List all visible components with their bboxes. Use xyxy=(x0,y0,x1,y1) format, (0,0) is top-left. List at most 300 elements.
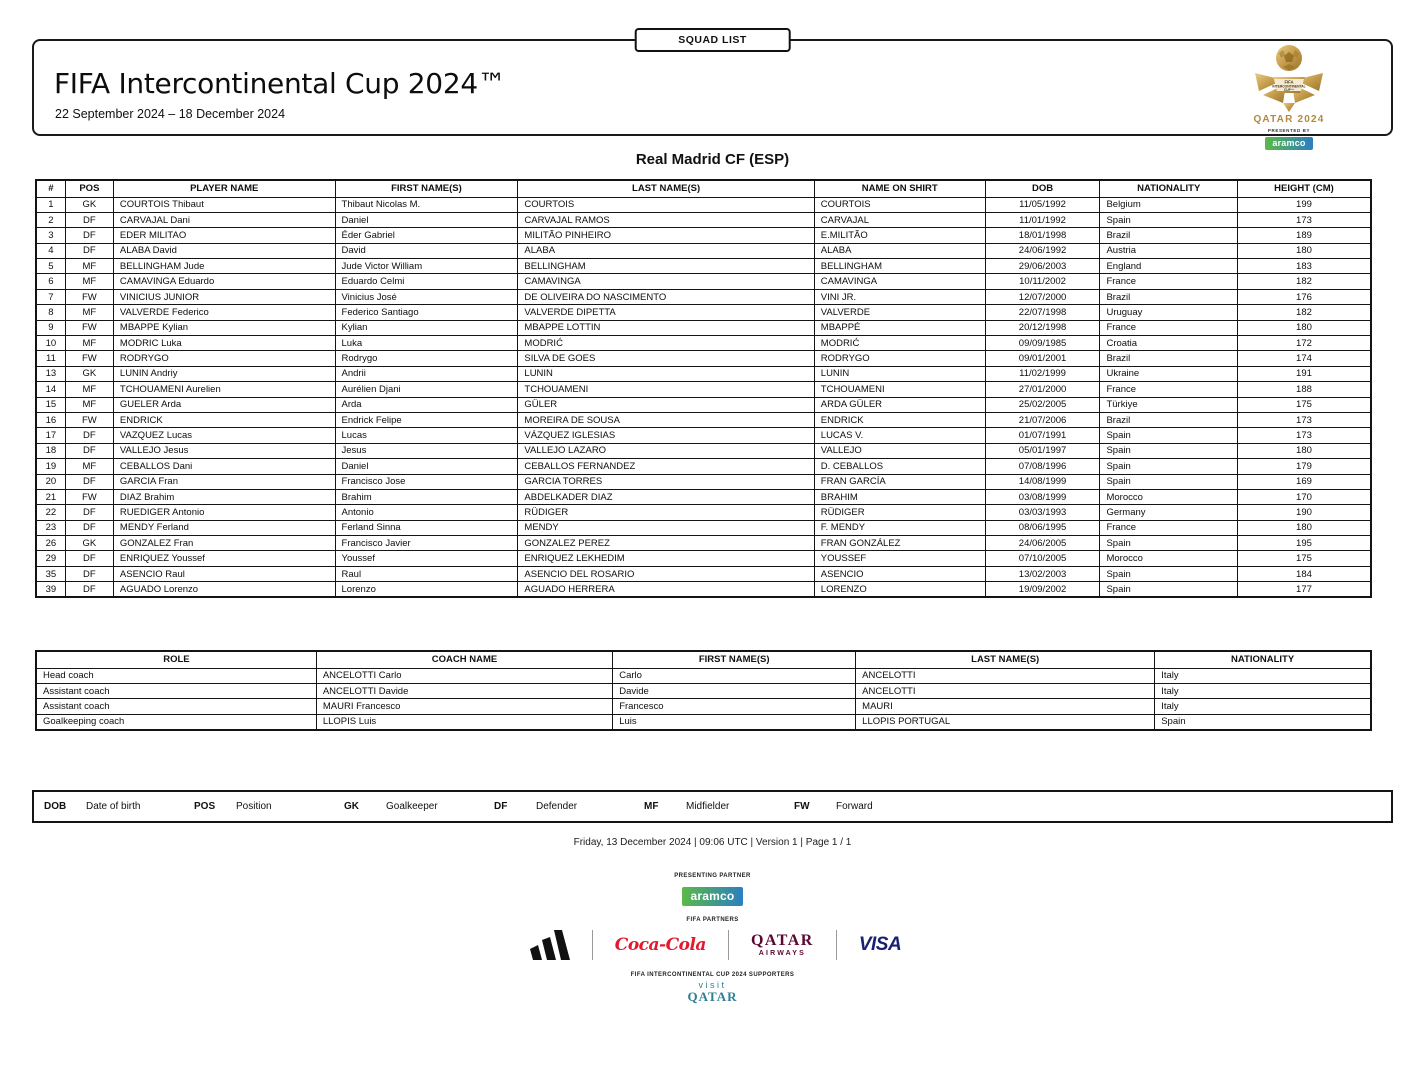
qatar-airways-wordmark: QATAR xyxy=(750,932,814,949)
table-cell: England xyxy=(1100,259,1238,274)
table-cell: VALLEJO LAZARO xyxy=(518,443,814,458)
player-row xyxy=(36,474,1371,489)
table-cell: DF xyxy=(65,228,113,243)
table-cell: MF xyxy=(65,274,113,289)
table-cell: 4 xyxy=(36,243,65,258)
table-cell: Austria xyxy=(1100,243,1238,258)
table-cell: AGUADO HERRERA xyxy=(518,582,814,597)
table-cell: GÜLER xyxy=(518,397,814,412)
table-cell: 18/01/1998 xyxy=(985,228,1100,243)
table-cell: GK xyxy=(65,536,113,551)
player-row xyxy=(36,336,1371,351)
table-cell: VALVERDE xyxy=(814,305,985,320)
table-cell: YOUSSEF xyxy=(814,551,985,566)
table-cell: 189 xyxy=(1237,228,1371,243)
table-cell: CARVAJAL xyxy=(814,212,985,227)
table-cell: LLOPIS PORTUGAL xyxy=(856,714,1155,729)
table-cell: Jude Victor William xyxy=(335,259,518,274)
table-cell: Brazil xyxy=(1100,351,1238,366)
table-cell: 1 xyxy=(36,197,65,212)
table-cell: GK xyxy=(65,366,113,381)
table-cell: 19 xyxy=(36,459,65,474)
table-cell: Vinicius José xyxy=(335,289,518,304)
table-cell: FW xyxy=(65,412,113,427)
table-cell: 09/01/2001 xyxy=(985,351,1100,366)
player-row xyxy=(36,459,1371,474)
player-row xyxy=(36,551,1371,566)
table-cell: LUCAS V. xyxy=(814,428,985,443)
table-cell: 175 xyxy=(1237,397,1371,412)
table-cell: F. MENDY xyxy=(814,520,985,535)
table-cell: Thibaut Nicolas M. xyxy=(335,197,518,212)
table-cell: LUNIN xyxy=(814,366,985,381)
table-cell: FRAN GARCÍA xyxy=(814,474,985,489)
players-table-header-row xyxy=(36,180,1371,197)
table-cell: 39 xyxy=(36,582,65,597)
table-cell: 10/11/2002 xyxy=(985,274,1100,289)
legend-abbreviation: GK xyxy=(344,801,359,812)
table-cell: 27/01/2000 xyxy=(985,382,1100,397)
legend-definition: Midfielder xyxy=(686,801,730,812)
table-cell: DF xyxy=(65,520,113,535)
column-header: # xyxy=(36,180,65,197)
player-row xyxy=(36,536,1371,551)
table-cell: 29/06/2003 xyxy=(985,259,1100,274)
table-cell: Raul xyxy=(335,566,518,581)
table-cell: 174 xyxy=(1237,351,1371,366)
supporters-label: FIFA INTERCONTINENTAL CUP 2024 SUPPORTERS xyxy=(630,972,795,978)
coach-row xyxy=(36,683,1371,698)
table-cell: 199 xyxy=(1237,197,1371,212)
table-cell: MF xyxy=(65,382,113,397)
aramco-logo-small: aramco xyxy=(1265,137,1312,150)
table-cell: 177 xyxy=(1237,582,1371,597)
table-cell: GARCIA Fran xyxy=(113,474,335,489)
table-cell: Arda xyxy=(335,397,518,412)
table-cell: 180 xyxy=(1237,320,1371,335)
table-cell: 03/08/1999 xyxy=(985,489,1100,504)
partners-footer xyxy=(0,864,1425,1003)
table-cell: DF xyxy=(65,474,113,489)
legend-item xyxy=(194,801,344,812)
column-header: PLAYER NAME xyxy=(113,180,335,197)
table-cell: COURTOIS xyxy=(518,197,814,212)
table-cell: 195 xyxy=(1237,536,1371,551)
svg-text:CUP™: CUP™ xyxy=(1283,88,1295,93)
legend-definition: Defender xyxy=(536,801,578,812)
svg-text:FIFA: FIFA xyxy=(1284,79,1294,85)
table-cell: ANCELOTTI xyxy=(856,668,1155,683)
legend-abbreviation: DF xyxy=(494,801,508,812)
squad-list-tab-label: SQUAD LIST xyxy=(678,34,747,46)
table-cell: Spain xyxy=(1100,474,1238,489)
table-cell: 25/02/2005 xyxy=(985,397,1100,412)
table-cell: Davide xyxy=(613,683,856,698)
table-cell: 13/02/2003 xyxy=(985,566,1100,581)
table-cell: DE OLIVEIRA DO NASCIMENTO xyxy=(518,289,814,304)
table-cell: 07/08/1996 xyxy=(985,459,1100,474)
table-cell: FW xyxy=(65,289,113,304)
document-meta-line: Friday, 13 December 2024 | 09:06 UTC | Version 1 | Page 1 / 1 xyxy=(573,837,852,848)
table-cell: 12/07/2000 xyxy=(985,289,1100,304)
table-cell: 2 xyxy=(36,212,65,227)
table-cell: 22/07/1998 xyxy=(985,305,1100,320)
table-cell: FW xyxy=(65,320,113,335)
players-table xyxy=(35,179,1372,598)
table-cell: GARCIA TORRES xyxy=(518,474,814,489)
table-cell: CEBALLOS Dani xyxy=(113,459,335,474)
table-cell: 170 xyxy=(1237,489,1371,504)
table-cell: VINICIUS JUNIOR xyxy=(113,289,335,304)
player-row xyxy=(36,212,1371,227)
visit-qatar-logo xyxy=(0,981,1425,1003)
table-cell: MBAPPÉ xyxy=(814,320,985,335)
table-cell: 01/07/1991 xyxy=(985,428,1100,443)
table-cell: VALLEJO Jesus xyxy=(113,443,335,458)
table-cell: RÜDIGER xyxy=(814,505,985,520)
table-cell: Assistant coach xyxy=(36,683,316,698)
table-cell: 11/02/1999 xyxy=(985,366,1100,381)
event-name: QATAR 2024 xyxy=(1253,114,1325,125)
legend-definition: Date of birth xyxy=(86,801,141,812)
table-cell: DF xyxy=(65,505,113,520)
table-cell: DF xyxy=(65,551,113,566)
table-cell: David xyxy=(335,243,518,258)
table-cell: 17 xyxy=(36,428,65,443)
player-row xyxy=(36,443,1371,458)
table-cell: Croatia xyxy=(1100,336,1238,351)
player-row xyxy=(36,489,1371,504)
table-cell: 180 xyxy=(1237,520,1371,535)
presented-by-label: PRESENTED BY xyxy=(1267,128,1311,133)
table-cell: Youssef xyxy=(335,551,518,566)
table-cell: ASENCIO Raul xyxy=(113,566,335,581)
player-row xyxy=(36,228,1371,243)
table-cell: 20/12/1998 xyxy=(985,320,1100,335)
table-cell: Federico Santiago xyxy=(335,305,518,320)
legend-item xyxy=(44,801,194,812)
table-cell: 6 xyxy=(36,274,65,289)
table-cell: CAMAVINGA xyxy=(814,274,985,289)
table-cell: MF xyxy=(65,397,113,412)
table-cell: MODRIC Luka xyxy=(113,336,335,351)
table-cell: Spain xyxy=(1100,566,1238,581)
table-cell: ALABA xyxy=(518,243,814,258)
table-cell: France xyxy=(1100,520,1238,535)
legend-definition: Goalkeeper xyxy=(386,801,438,812)
table-cell: Daniel xyxy=(335,459,518,474)
table-cell: Francisco Jose xyxy=(335,474,518,489)
table-cell: RODRYGO xyxy=(814,351,985,366)
table-cell: ANCELOTTI Davide xyxy=(316,683,612,698)
table-cell: VÁZQUEZ IGLESIAS xyxy=(518,428,814,443)
table-cell: 24/06/2005 xyxy=(985,536,1100,551)
table-cell: Antonio xyxy=(335,505,518,520)
table-cell: 173 xyxy=(1237,412,1371,427)
table-cell: CARVAJAL RAMOS xyxy=(518,212,814,227)
table-cell: Brazil xyxy=(1100,412,1238,427)
table-cell: 183 xyxy=(1237,259,1371,274)
table-cell: Spain xyxy=(1100,459,1238,474)
table-cell: MILITÃO PINHEIRO xyxy=(518,228,814,243)
table-cell: VINI JR. xyxy=(814,289,985,304)
table-cell: Italy xyxy=(1155,668,1371,683)
table-cell: 182 xyxy=(1237,305,1371,320)
table-cell: 14 xyxy=(36,382,65,397)
table-cell: 10 xyxy=(36,336,65,351)
table-cell: ALABA David xyxy=(113,243,335,258)
table-cell: Spain xyxy=(1100,582,1238,597)
coaches-table xyxy=(35,650,1372,731)
table-cell: CAMAVINGA xyxy=(518,274,814,289)
table-cell: 8 xyxy=(36,305,65,320)
qatar-airways-subtext: AIRWAYS xyxy=(758,950,807,957)
table-cell: 188 xyxy=(1237,382,1371,397)
legend-item xyxy=(344,801,494,812)
table-cell: LORENZO xyxy=(814,582,985,597)
table-cell: 26 xyxy=(36,536,65,551)
table-cell: 22 xyxy=(36,505,65,520)
coach-row xyxy=(36,714,1371,729)
adidas-logo-icon xyxy=(502,930,592,960)
table-cell: 13 xyxy=(36,366,65,381)
table-cell: SILVA DE GOES xyxy=(518,351,814,366)
player-row xyxy=(36,582,1371,597)
table-cell: 09/09/1985 xyxy=(985,336,1100,351)
table-cell: LUNIN xyxy=(518,366,814,381)
table-cell: ANCELOTTI xyxy=(856,683,1155,698)
player-row xyxy=(36,305,1371,320)
fifa-partners-logo-row xyxy=(0,927,1425,963)
table-cell: 21 xyxy=(36,489,65,504)
player-row xyxy=(36,366,1371,381)
table-cell: France xyxy=(1100,320,1238,335)
table-cell: ENRIQUEZ Youssef xyxy=(113,551,335,566)
table-cell: TCHOUAMENI xyxy=(814,382,985,397)
table-cell: Carlo xyxy=(613,668,856,683)
table-cell: MF xyxy=(65,305,113,320)
table-cell: 172 xyxy=(1237,336,1371,351)
coach-row xyxy=(36,699,1371,714)
table-cell: BRAHIM xyxy=(814,489,985,504)
table-cell: Ferland Sinna xyxy=(335,520,518,535)
player-row xyxy=(36,397,1371,412)
table-cell: 5 xyxy=(36,259,65,274)
table-cell: Lorenzo xyxy=(335,582,518,597)
table-cell: MF xyxy=(65,459,113,474)
team-title: Real Madrid CF (ESP) xyxy=(635,151,790,168)
table-cell: GONZALEZ Fran xyxy=(113,536,335,551)
fifa-partners-label: FIFA PARTNERS xyxy=(686,917,739,923)
table-cell: Francesco xyxy=(613,699,856,714)
table-cell: Spain xyxy=(1155,714,1371,729)
tournament-logo xyxy=(1239,43,1339,151)
svg-text:INTERCONTINENTAL: INTERCONTINENTAL xyxy=(1272,84,1306,89)
table-cell: CARVAJAL Dani xyxy=(113,212,335,227)
player-row xyxy=(36,259,1371,274)
abbreviations-legend xyxy=(32,790,1393,823)
table-cell: MODRIĆ xyxy=(518,336,814,351)
table-cell: 175 xyxy=(1237,551,1371,566)
player-row xyxy=(36,197,1371,212)
table-cell: Kylian xyxy=(335,320,518,335)
table-cell: Germany xyxy=(1100,505,1238,520)
table-cell: 29 xyxy=(36,551,65,566)
player-row xyxy=(36,243,1371,258)
column-header: HEIGHT (CM) xyxy=(1237,180,1371,197)
table-cell: Italy xyxy=(1155,699,1371,714)
table-cell: 11/01/1992 xyxy=(985,212,1100,227)
table-cell: FRAN GONZÁLEZ xyxy=(814,536,985,551)
table-cell: ARDA GÜLER xyxy=(814,397,985,412)
table-cell: BELLINGHAM xyxy=(814,259,985,274)
player-row xyxy=(36,505,1371,520)
aramco-logo: aramco xyxy=(682,887,744,906)
legend-abbreviation: POS xyxy=(194,801,216,812)
coach-row xyxy=(36,668,1371,683)
table-cell: ANCELOTTI Carlo xyxy=(316,668,612,683)
table-cell: Daniel xyxy=(335,212,518,227)
table-cell: 180 xyxy=(1237,243,1371,258)
table-cell: EDER MILITAO xyxy=(113,228,335,243)
column-header: FIRST NAME(S) xyxy=(613,651,856,668)
table-cell: MBAPPE Kylian xyxy=(113,320,335,335)
column-header: NATIONALITY xyxy=(1100,180,1238,197)
table-cell: Belgium xyxy=(1100,197,1238,212)
table-cell: 03/03/1993 xyxy=(985,505,1100,520)
legend-abbreviation: FW xyxy=(794,801,810,812)
table-cell: MAURI xyxy=(856,699,1155,714)
table-cell: MENDY xyxy=(518,520,814,535)
table-cell: 182 xyxy=(1237,274,1371,289)
table-cell: E.MILITÃO xyxy=(814,228,985,243)
table-cell: Türkiye xyxy=(1100,397,1238,412)
player-row xyxy=(36,351,1371,366)
page-title: FIFA Intercontinental Cup 2024™ xyxy=(54,67,506,100)
table-cell: Aurélien Djani xyxy=(335,382,518,397)
table-cell: 07/10/2005 xyxy=(985,551,1100,566)
table-cell: RODRYGO xyxy=(113,351,335,366)
table-cell: Spain xyxy=(1100,443,1238,458)
table-cell: DF xyxy=(65,443,113,458)
table-cell: VAZQUEZ Lucas xyxy=(113,428,335,443)
table-cell: FW xyxy=(65,351,113,366)
table-cell: 173 xyxy=(1237,212,1371,227)
table-cell: 184 xyxy=(1237,566,1371,581)
table-cell: MBAPPE LOTTIN xyxy=(518,320,814,335)
table-cell: ENDRICK xyxy=(814,412,985,427)
table-cell: Uruguay xyxy=(1100,305,1238,320)
table-cell: ASENCIO DEL ROSARIO xyxy=(518,566,814,581)
table-cell: D. CEBALLOS xyxy=(814,459,985,474)
table-cell: 20 xyxy=(36,474,65,489)
table-cell: CAMAVINGA Eduardo xyxy=(113,274,335,289)
table-cell: Luis xyxy=(613,714,856,729)
table-cell: RÜDIGER xyxy=(518,505,814,520)
table-cell: MODRIĆ xyxy=(814,336,985,351)
legend-abbreviation: MF xyxy=(644,801,659,812)
player-row xyxy=(36,320,1371,335)
table-cell: VALVERDE Federico xyxy=(113,305,335,320)
table-cell: VALLEJO xyxy=(814,443,985,458)
visit-qatar-bottom: QATAR xyxy=(687,989,738,1004)
table-cell: 3 xyxy=(36,228,65,243)
table-cell: 08/06/1995 xyxy=(985,520,1100,535)
table-cell: France xyxy=(1100,274,1238,289)
tournament-emblem-icon xyxy=(1253,43,1325,113)
qatar-airways-logo xyxy=(729,933,836,957)
table-cell: Morocco xyxy=(1100,489,1238,504)
table-cell: Jesus xyxy=(335,443,518,458)
table-cell: Italy xyxy=(1155,683,1371,698)
table-cell: Endrick Felipe xyxy=(335,412,518,427)
column-header: LAST NAME(S) xyxy=(518,180,814,197)
legend-abbreviation: DOB xyxy=(44,801,67,812)
column-header: LAST NAME(S) xyxy=(856,651,1155,668)
table-cell: DF xyxy=(65,428,113,443)
table-cell: LLOPIS Luis xyxy=(316,714,612,729)
player-row xyxy=(36,566,1371,581)
table-cell: Lucas xyxy=(335,428,518,443)
table-cell: DIAZ Brahim xyxy=(113,489,335,504)
table-cell: Andrii xyxy=(335,366,518,381)
table-cell: DF xyxy=(65,566,113,581)
column-header: FIRST NAME(S) xyxy=(335,180,518,197)
table-cell: Rodrygo xyxy=(335,351,518,366)
column-header: COACH NAME xyxy=(316,651,612,668)
table-cell: TCHOUAMENI xyxy=(518,382,814,397)
table-cell: Morocco xyxy=(1100,551,1238,566)
player-row xyxy=(36,412,1371,427)
table-cell: Brahim xyxy=(335,489,518,504)
table-cell: GONZALEZ PEREZ xyxy=(518,536,814,551)
table-cell: 7 xyxy=(36,289,65,304)
column-header: POS xyxy=(65,180,113,197)
table-cell: Luka xyxy=(335,336,518,351)
table-cell: Assistant coach xyxy=(36,699,316,714)
table-cell: Spain xyxy=(1100,212,1238,227)
coca-cola-logo: Coca-Cola xyxy=(614,935,706,955)
table-cell: TCHOUAMENI Aurelien xyxy=(113,382,335,397)
table-cell: 35 xyxy=(36,566,65,581)
table-cell: RUEDIGER Antonio xyxy=(113,505,335,520)
table-cell: COURTOIS xyxy=(814,197,985,212)
table-cell: ENRIQUEZ LEKHEDIM xyxy=(518,551,814,566)
legend-definition: Position xyxy=(236,801,272,812)
table-cell: 16 xyxy=(36,412,65,427)
table-cell: DF xyxy=(65,243,113,258)
table-cell: 9 xyxy=(36,320,65,335)
table-cell: FW xyxy=(65,489,113,504)
table-cell: 18 xyxy=(36,443,65,458)
table-cell: LUNIN Andriy xyxy=(113,366,335,381)
table-cell: Head coach xyxy=(36,668,316,683)
table-cell: 191 xyxy=(1237,366,1371,381)
table-cell: 24/06/1992 xyxy=(985,243,1100,258)
document-header xyxy=(32,39,1393,148)
coaches-table-header-row xyxy=(36,651,1371,668)
table-cell: ASENCIO xyxy=(814,566,985,581)
legend-item xyxy=(644,801,794,812)
table-cell: Éder Gabriel xyxy=(335,228,518,243)
table-cell: GUELER Arda xyxy=(113,397,335,412)
table-cell: 190 xyxy=(1237,505,1371,520)
table-cell: AGUADO Lorenzo xyxy=(113,582,335,597)
legend-definition: Forward xyxy=(836,801,873,812)
table-cell: 11/05/1992 xyxy=(985,197,1100,212)
table-cell: 179 xyxy=(1237,459,1371,474)
table-cell: MF xyxy=(65,336,113,351)
